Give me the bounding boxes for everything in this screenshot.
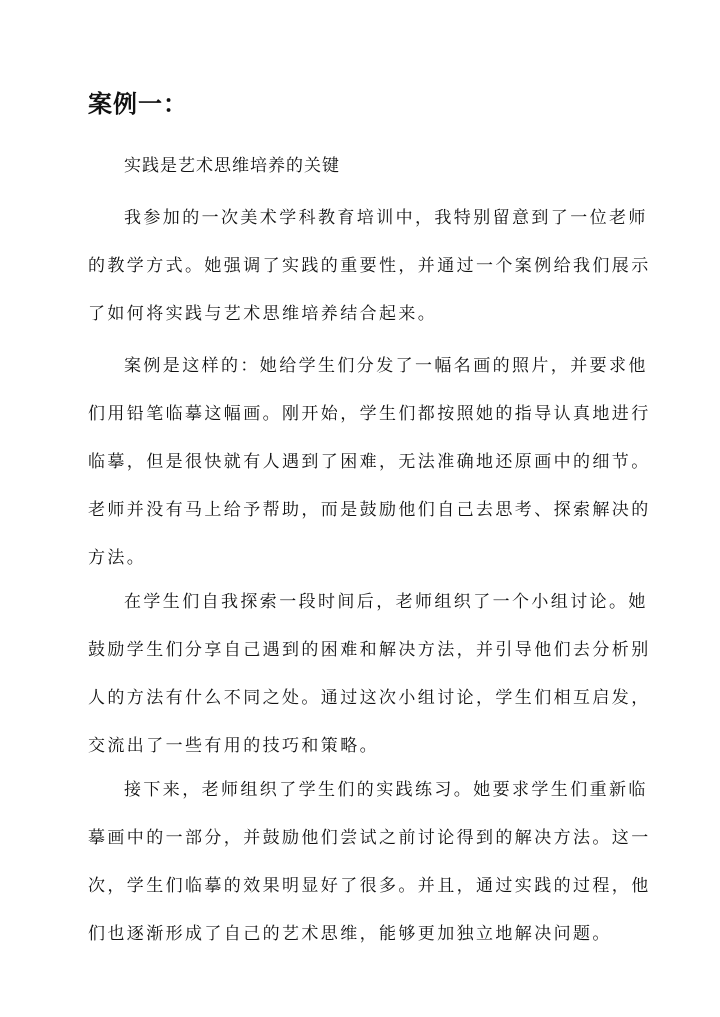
paragraph-line: 鼓励学生们分享自己遇到的困难和解决方法，并引导他们去分析别 [88,640,651,660]
paragraph-line: 次，学生们临摹的效果明显好了很多。并且，通过实践的过程，他 [88,876,651,896]
paragraph-line: 方法。 [88,548,147,568]
paragraph-line: 交流出了一些有用的技巧和策略。 [88,736,379,756]
paragraph-line: 老师并没有马上给予帮助，而是鼓励他们自己去思考、探索解决的 [88,500,651,520]
paragraph-line: 们用铅笔临摹这幅画。刚开始，学生们都按照她的指导认真地进行 [88,404,651,424]
paragraph-line: 了如何将实践与艺术思维培养结合起来。 [88,304,438,324]
paragraph-line: 的教学方式。她强调了实践的重要性，并通过一个案例给我们展示 [88,256,651,276]
case-subtitle: 实践是艺术思维培养的关键 [124,156,340,176]
paragraph-3 [88,578,651,770]
paragraph-line: 们也逐渐形成了自己的艺术思维，能够更加独立地解决问题。 [88,924,612,944]
paragraph-1 [88,194,651,338]
paragraph-line: 在学生们自我探索一段时间后，老师组织了一个小组讨论。她 [124,592,648,612]
paragraph-line: 接下来，老师组织了学生们的实践练习。她要求学生们重新临 [124,780,648,800]
paragraph-2 [88,342,651,582]
paragraph-line: 我参加的一次美术学科教育培训中，我特别留意到了一位老师 [124,208,648,228]
paragraph-line: 人的方法有什么不同之处。通过这次小组讨论，学生们相互启发， [88,688,651,708]
case-heading: 案例一： [88,89,188,118]
paragraph-line: 临摹，但是很快就有人遇到了困难，无法准确地还原画中的细节。 [88,452,651,472]
paragraph-line: 案例是这样的：她给学生们分发了一幅名画的照片，并要求他 [124,356,648,376]
paragraph-4 [88,766,651,958]
paragraph-line: 摹画中的一部分，并鼓励他们尝试之前讨论得到的解决方法。这一 [88,828,651,848]
